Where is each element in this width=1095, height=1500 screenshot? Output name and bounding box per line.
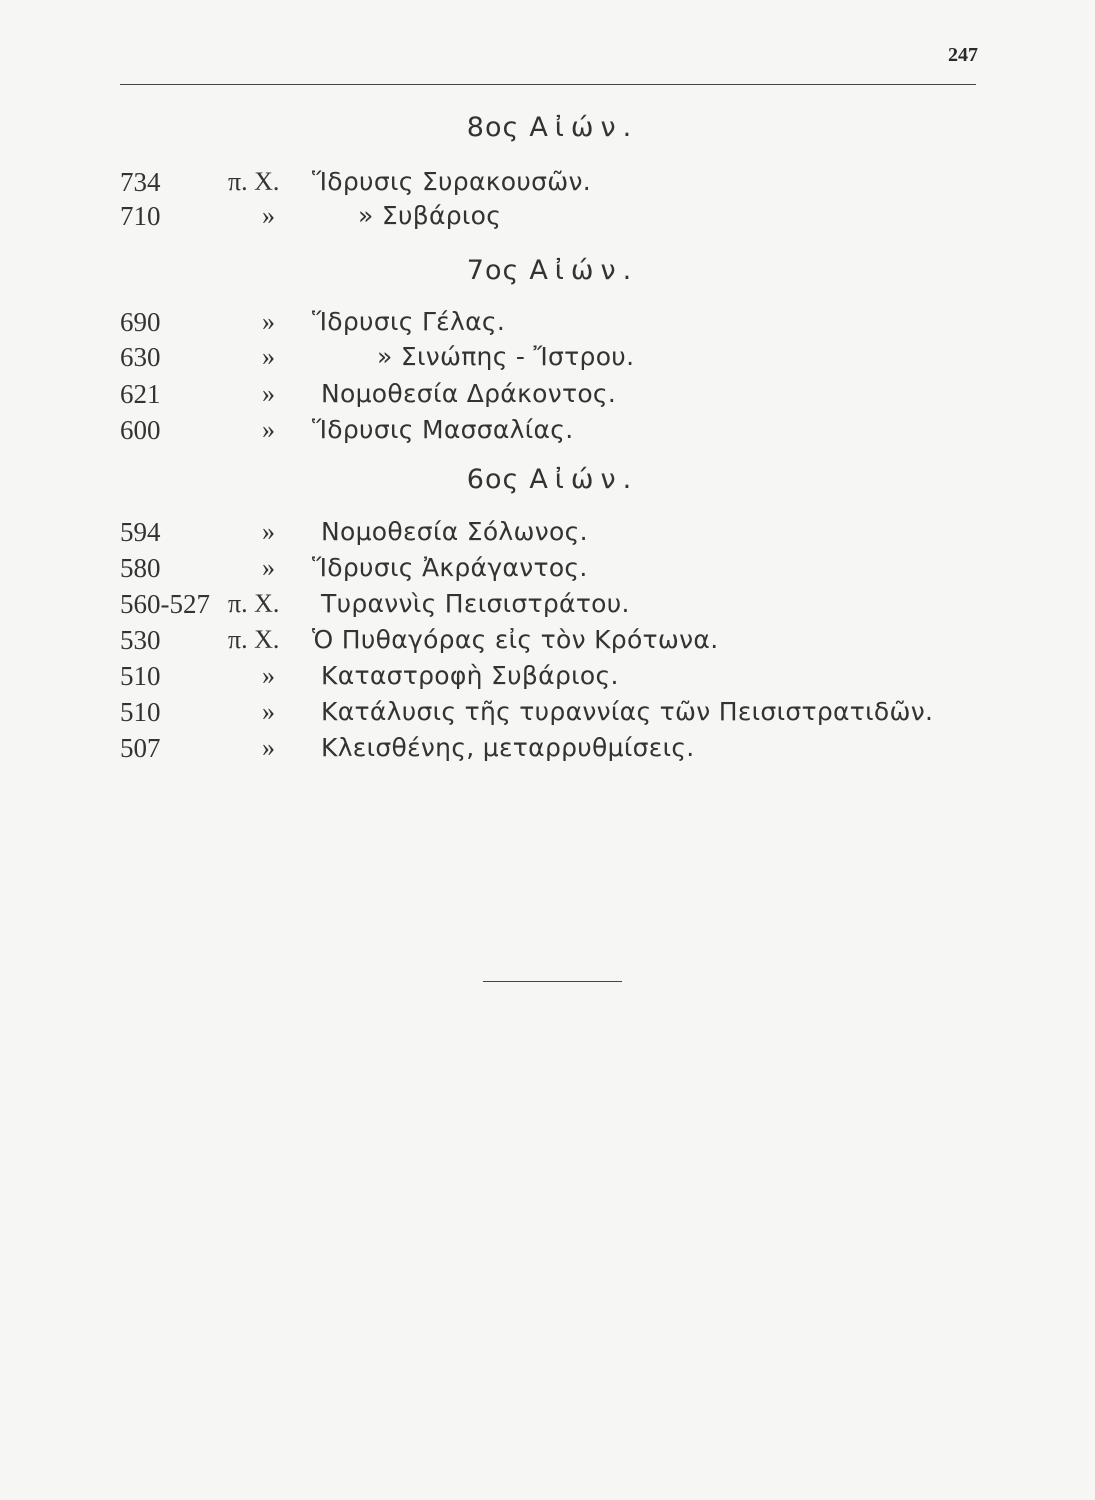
row-era: » (262, 697, 275, 726)
chronology-row (0, 553, 1095, 589)
row-era: π. Χ. (228, 589, 280, 618)
row-era: » (262, 379, 275, 408)
row-year: 621 (120, 379, 161, 409)
century-number: 6ος (466, 464, 520, 495)
row-era: » (262, 307, 275, 336)
row-year: 630 (120, 342, 161, 372)
chronology-row (0, 379, 1095, 415)
row-era: π. Χ. (228, 625, 280, 654)
century-word: Αἰών. (529, 464, 639, 495)
century-number: 7ος (466, 255, 520, 286)
row-text: Κατάλυσις τῆς τυραννίας τῶν Πεισιστρατιδῶν. (321, 697, 934, 726)
row-year: 507 (120, 733, 161, 763)
row-year: 530 (120, 625, 161, 655)
chronology-row (0, 307, 1095, 343)
century-word: Αἰών. (529, 112, 639, 143)
row-era: » (262, 553, 275, 582)
row-era: π. Χ. (228, 167, 280, 196)
row-text: Κλεισθένης, μεταρρυθμίσεις. (321, 733, 695, 762)
row-year: 580 (120, 553, 161, 583)
row-year: 560-527 (120, 589, 210, 619)
chronology-row (0, 661, 1095, 697)
row-text: Τυραννὶς Πεισιστράτου. (321, 589, 630, 618)
row-year: 734 (120, 167, 161, 197)
chronology-row (0, 733, 1095, 769)
row-year: 710 (120, 201, 161, 231)
row-era: » (262, 733, 275, 762)
chronology-row (0, 697, 1095, 733)
row-era: » (262, 517, 275, 546)
century-heading (0, 255, 1095, 286)
row-era: » (262, 342, 275, 371)
row-text: Νομοθεσία Σόλωνος. (321, 517, 588, 546)
row-text: Ἵδρυσις Μασσαλίας. (312, 415, 574, 444)
chronology-row (0, 517, 1095, 553)
row-era: » (262, 415, 275, 444)
row-year: 510 (120, 661, 161, 691)
row-year: 594 (120, 517, 161, 547)
row-year: 600 (120, 415, 161, 445)
chronology-row (0, 167, 1095, 203)
row-text: Ἵδρυσις Γέλας. (312, 307, 506, 336)
row-text: Καταστροφὴ Συβάριος. (321, 661, 619, 690)
row-text: Ἵδρυσις Συρακουσῶν. (312, 167, 592, 196)
century-heading (0, 112, 1095, 143)
chronology-row (0, 201, 1095, 237)
century-number: 8ος (466, 112, 520, 143)
footer-rule (483, 981, 622, 982)
chronology-row (0, 342, 1095, 378)
row-text: Ἵδρυσις Ἀκράγαντος. (312, 553, 588, 582)
row-text: » Συβάριος (358, 201, 502, 230)
header-rule (120, 84, 976, 85)
chronology-row (0, 625, 1095, 661)
century-word: Αἰών. (529, 255, 639, 286)
row-era: » (262, 201, 275, 230)
century-heading (0, 464, 1095, 495)
row-text: Νομοθεσία Δράκοντος. (321, 379, 617, 408)
chronology-row (0, 415, 1095, 451)
chronology-row (0, 589, 1095, 625)
row-era: » (262, 661, 275, 690)
row-text: » Σινώπης - Ἴστρου. (377, 342, 635, 371)
row-text: Ὁ Πυθαγόρας εἰς τὸν Κρότωνα. (312, 625, 719, 654)
row-year: 690 (120, 307, 161, 337)
page-number: 247 (948, 44, 978, 66)
row-year: 510 (120, 697, 161, 727)
